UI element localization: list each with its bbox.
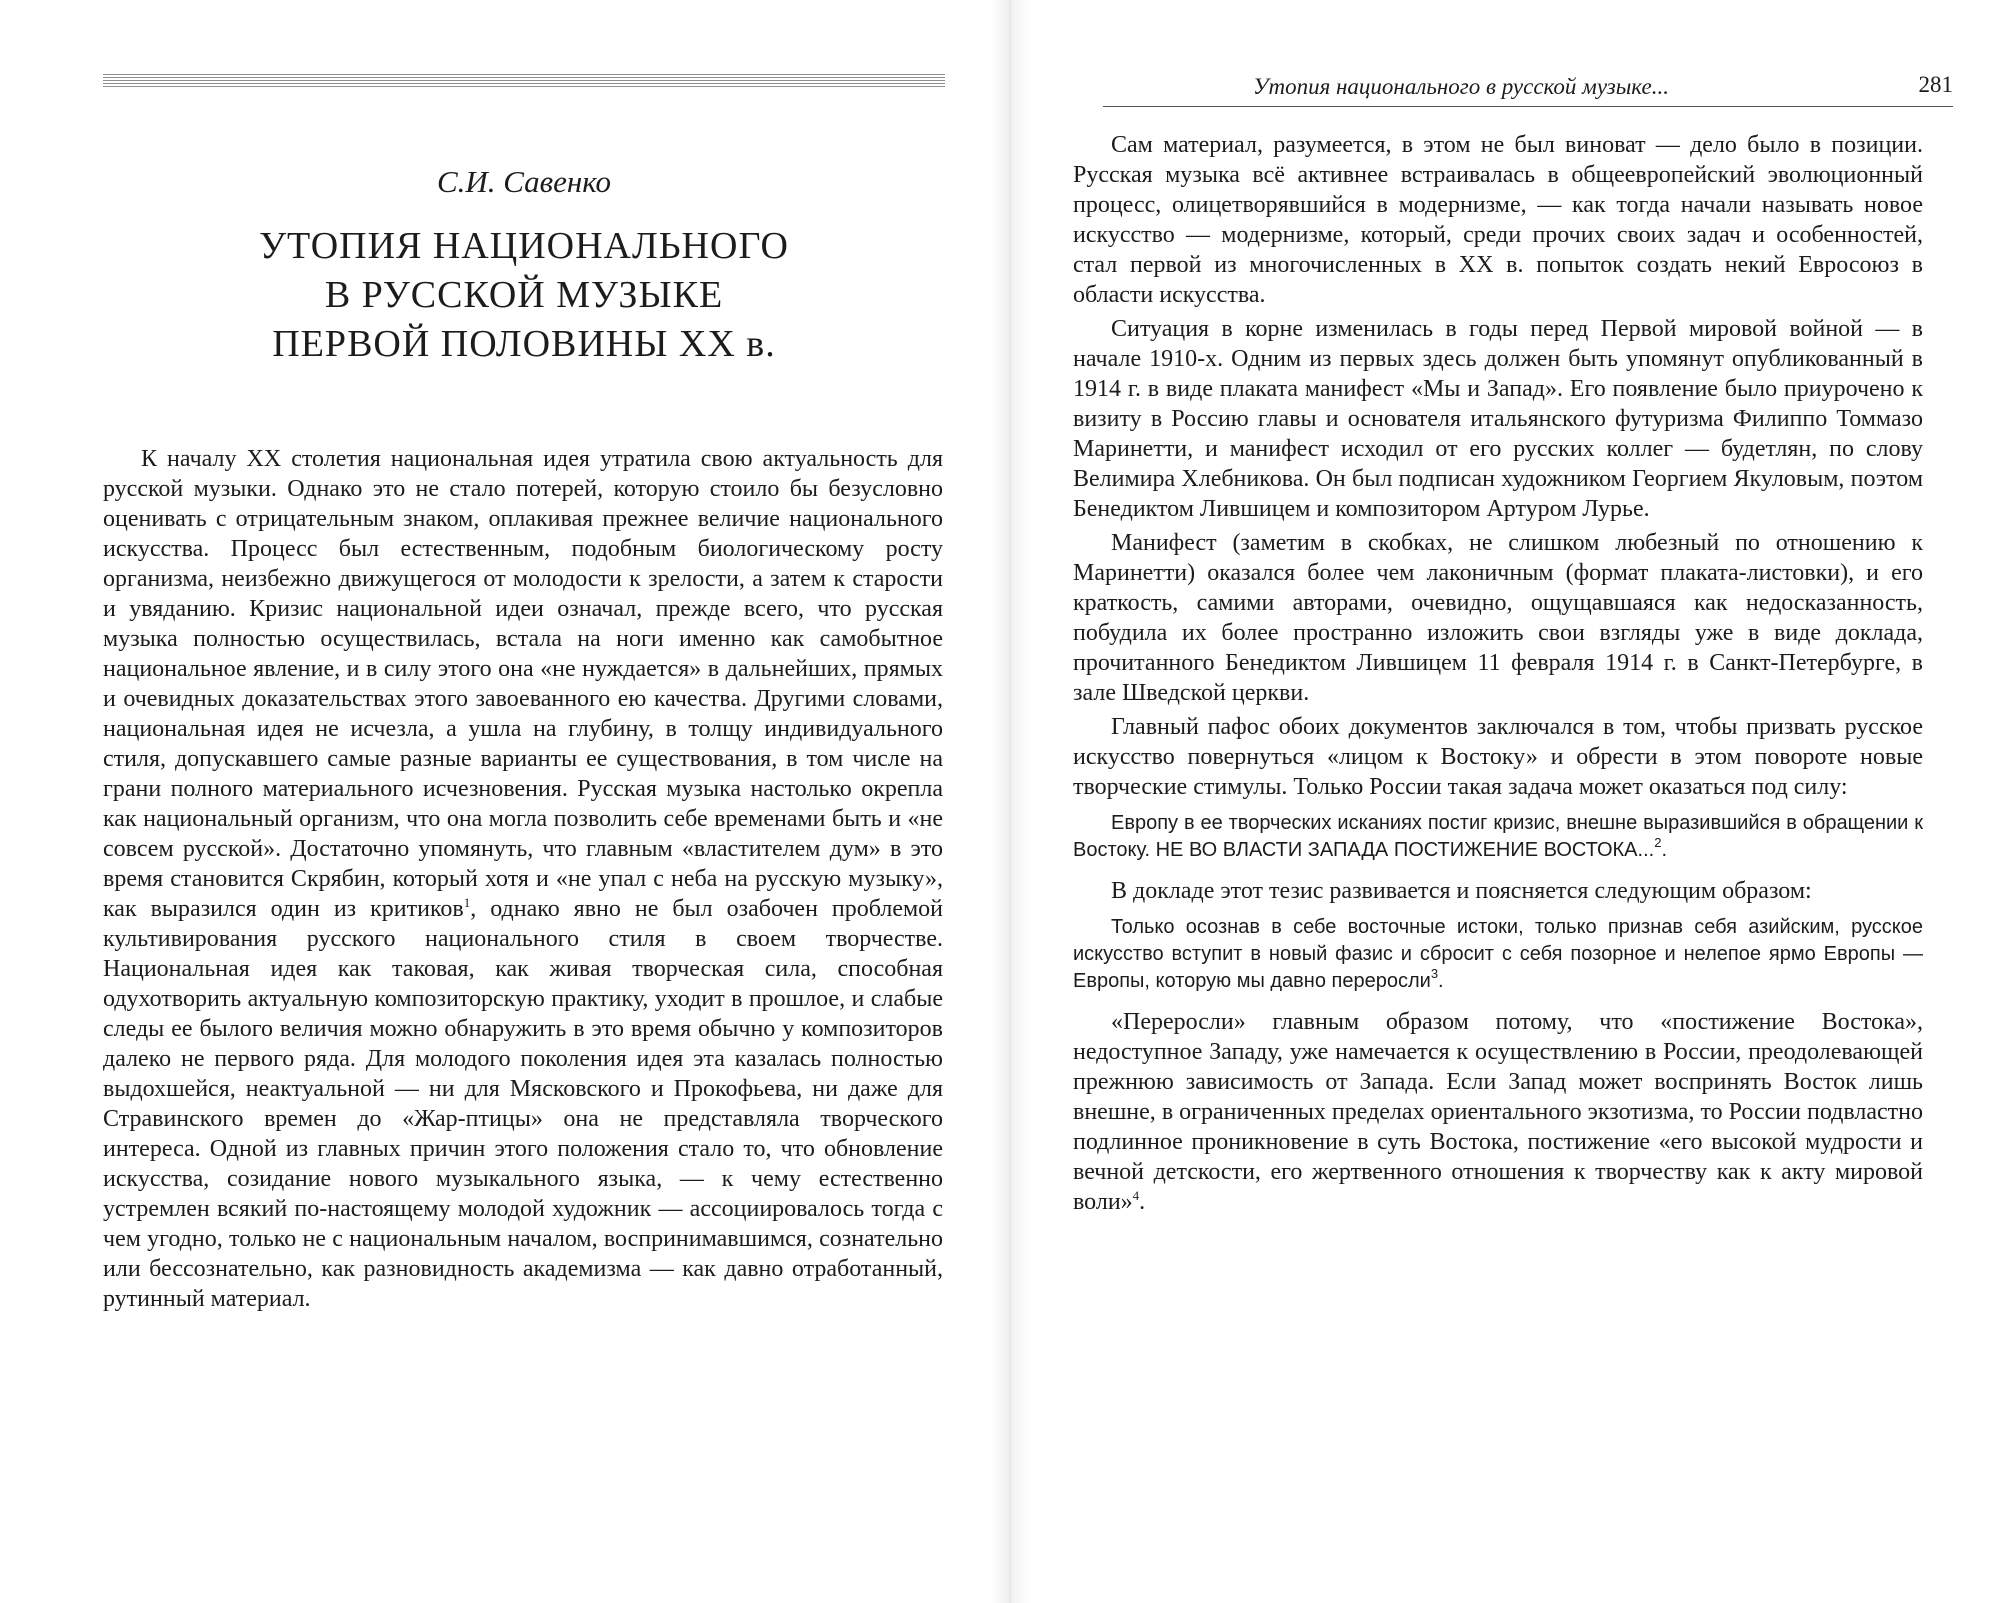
paragraph bbox=[103, 444, 943, 1314]
right-body-text bbox=[1073, 130, 1923, 1221]
running-title: Утопия национального в русской музыке... bbox=[1253, 74, 1669, 99]
page-number: 281 bbox=[1918, 72, 1953, 97]
quote-tail: . bbox=[1661, 839, 1667, 861]
running-header bbox=[1103, 70, 1953, 107]
footnote-marker: 3 bbox=[1430, 966, 1439, 981]
chapter-title bbox=[103, 222, 945, 369]
paragraph-text: , однако явно не был озабочен проблемой культивирования русского национального стиля в своем творчестве. Национальная идея как таковая, как живая творческая сила, способная одухотворить актуальную композиторскую практику, уходит в прошлое, и слабые следы ее былого величия можно обнаружить в это время обычно у композиторов далеко не первого ряда. Для молодого поколения идея эта казалась полностью выдохшейся, неактуальной — ни для Мясковского и Прокофьева, ни даже для Стравинского времен до «Жар-птицы» она не представляла творческого интереса. Одной из главных причин этого положения стало то, что обновление искусства, созидание нового музыкального языка, — к чему естественно устремлен всякий по-настоящему молодой художник — ассоциировалось тогда с чем угодно, только не с национальным началом, воспринимавшимся, сознательно или бессознательно, как разновидность академизма — как давно отработанный, рутинный материал. bbox=[103, 896, 944, 1312]
paragraph-tail: . bbox=[1139, 1189, 1146, 1215]
title-line: ПЕРВОЙ ПОЛОВИНЫ XX в. bbox=[272, 323, 776, 365]
paragraph-text: «Переросли» главным образом потому, что «постижение Востока», недоступное Западу, уже намечается к осуществлению в России, преодолевающей прежнюю зависимость от Запада. Если Запад может воспринять Восток лишь внешне, в ограниченных пределах ориентального экзотизма, то России подвластно подлинное проникновение в суть Востока, постижение «его высокой мудрости и вечной детскости, его жертвенного отношения к творчеству как к акту мировой воли» bbox=[1073, 1009, 1923, 1215]
footnote-marker: 2 bbox=[1654, 835, 1662, 850]
paragraph: Манифест (заметим в скобках, не слишком любезный по отношению к Маринетти) оказался более чем лаконичным (формат плаката-листовки), и его краткость, самими авторами, очевидно, ощущавшаяся как недосказанность, побудила их более пространно изложить свои взгляды уже в виде доклада, прочитанного Бенедиктом Лившицем 11 февраля 1914 г. в Санкт-Петербурге, в зале Шведской церкви. bbox=[1073, 530, 1923, 706]
paragraph: Сам материал, разумеется, в этом не был виноват — дело было в позиции. Русская музыка всё активнее встраивалась в общеевропейский эволюционный процесс, олицетворявшийся в модернизме, — как тогда начали называть новое искусство — модернизме, который, среди прочих своих задач и особенностей, стал первой из многочисленных в XX в. попыток создать некий Евросоюз в области искусства. bbox=[1073, 132, 1923, 308]
footnote-marker: 1 bbox=[463, 895, 471, 910]
quote-text: Только осознав в себе восточные истоки, только признав себя азийским, русское искусство вступит в новый фазис и сбросит с себя позорное и нелепое ярмо Европы — Европы, которую мы давно переросли bbox=[1073, 916, 1923, 992]
paragraph-text: К началу XX столетия национальная идея утратила свою актуальность для русской музыки. Однако это не стало потерей, которую стоило бы безусловно оценивать с отрицательным знаком, оплакивая прежнее величие национального искусства. Процесс был естественным, подобным биологическому росту организма, неизбежно движущегося от молодости к зрелости, а затем к старости и увяданию. Кризис национальной идеи означал, прежде всего, что русская музыка полностью осуществилась, встала на ноги именно как самобытное национальное явление, и в силу этого она «не нуждается» в дальнейших, прямых и очевидных доказательствах этого завоеванного ею качества. Другими словами, национальная идея не исчезла, а ушла на глубину, в толщу индивидуального стиля, допускавшего самые разные варианты ее существования, в том числе на грани полного материального исчезновения. Русская музыка настолько окрепла как национальный организм, что она могла позволить себе временами быть и «не совсем русской». Достаточно упомянуть, что главным «властителем дум» в это время становится Скрябин, который хотя и «не упал с неба на русскую музыку», как выразился один из критиков bbox=[103, 446, 943, 922]
block-quote bbox=[1073, 914, 1923, 995]
quote-tail: . bbox=[1438, 970, 1444, 992]
footnote-marker: 4 bbox=[1132, 1188, 1140, 1203]
paragraph: Ситуация в корне изменилась в годы перед Первой мировой войной — в начале 1910-х. Одним из первых здесь должен быть упомянут опубликованный в 1914 г. в виде плаката манифест «Мы и Запад». Его появление было приурочено к визиту в Россию главы и основателя итальянского футуризма Филиппо Томмазо Маринетти, и манифест исходил от его русских коллег — будетлян, по слову Велимира Хлебникова. Он был подписан художником Георгием Якуловым, поэтом Бенедиктом Лившицем и композитором Артуром Лурье. bbox=[1073, 316, 1923, 522]
paragraph bbox=[1073, 1007, 1923, 1217]
decorative-rule bbox=[103, 74, 945, 88]
block-quote bbox=[1073, 810, 1923, 864]
right-page bbox=[1010, 0, 2000, 1603]
paragraph: В докладе этот тезис развивается и поясняется следующим образом: bbox=[1111, 878, 1812, 904]
title-line: УТОПИЯ НАЦИОНАЛЬНОГО bbox=[259, 225, 789, 267]
paragraph: Главный пафос обоих документов заключался в том, чтобы призвать русское искусство повернуться «лицом к Востоку» и обрести в этом повороте новые творческие стимулы. Только России такая задача может оказаться под силу: bbox=[1073, 714, 1923, 800]
left-body-text bbox=[103, 444, 943, 1314]
quote-text: Европу в ее творческих исканиях постиг кризис, внешне выразившийся в обращении к Востоку. НЕ ВО ВЛАСТИ ЗАПАДА ПОСТИЖЕНИЕ ВОСТОКА... bbox=[1073, 812, 1923, 861]
title-line: В РУССКОЙ МУЗЫКЕ bbox=[324, 274, 724, 316]
author-name: С.И. Савенко bbox=[436, 164, 612, 199]
